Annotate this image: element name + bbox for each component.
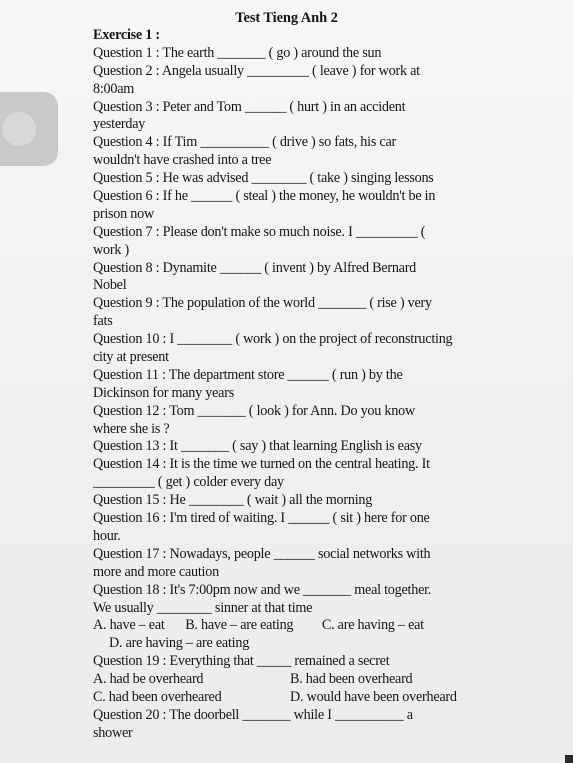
q20-continuation: shower	[93, 724, 133, 741]
question-line: Dickinson for many years	[93, 384, 234, 401]
question-line: Question 2 : Angela usually _________ ( leave ) for work at	[93, 62, 420, 79]
question-line: Question 14 : It is the time we turned on the central heating. It	[93, 456, 430, 473]
document-title: Test Tieng Anh 2	[235, 10, 338, 26]
question-line: fats	[93, 313, 113, 330]
question-line: Question 9 : The population of the world _______ ( rise ) very	[93, 295, 432, 312]
question-line: Question 11 : The department store ______ ( run ) by the	[93, 366, 403, 383]
question-line: Question 5 : He was advised ________ ( take ) singing lessons	[93, 170, 434, 187]
q19-option-a: A. had be overheard	[93, 671, 204, 688]
exercise-heading: Exercise 1 :	[93, 27, 160, 43]
q19-options-row-1	[93, 671, 497, 689]
question-line: more and more caution	[93, 563, 219, 580]
question-line: yesterday	[93, 116, 146, 133]
exercise-content	[93, 27, 497, 743]
question-line: _________ ( get ) colder every day	[93, 474, 284, 491]
q19-options-row-2	[93, 689, 497, 707]
question-line: Question 12 : Tom _______ ( look ) for Ann. Do you know	[93, 402, 415, 419]
question-line: Question 17 : Nowadays, people ______ social networks with	[93, 545, 431, 562]
question-line: Question 6 : If he ______ ( steal ) the money, he wouldn't be in	[93, 188, 436, 205]
question-line: prison now	[93, 205, 154, 222]
question-line: We usually ________ sinner at that time	[93, 599, 313, 616]
q19-option-c: C. had been overheared	[93, 688, 222, 705]
question-line: Question 13 : It _______ ( say ) that learning English is easy	[93, 438, 422, 455]
q19-stem: Question 19 : Everything that _____ remained a secret	[93, 653, 390, 670]
question-line: Question 15 : He ________ ( wait ) all the morning	[93, 492, 373, 509]
side-handle-knob-icon	[2, 112, 36, 146]
q18-options-row	[93, 617, 497, 635]
question-line: Question 3 : Peter and Tom ______ ( hurt ) in an accident	[93, 98, 406, 115]
page-corner-mark	[565, 755, 573, 763]
q18-option-c: C. are having – eat	[321, 617, 424, 634]
question-line: Question 18 : It's 7:00pm now and we _______ meal together.	[93, 581, 432, 598]
question-line: hour.	[93, 527, 121, 544]
q19-option-d: D. would have been overheard	[290, 688, 457, 705]
question-line: where she is ?	[93, 420, 170, 437]
question-line: Question 7 : Please don't make so much noise. I _________ (	[93, 223, 426, 240]
question-line: city at present	[93, 349, 169, 366]
question-line: work )	[93, 241, 129, 258]
q18-option-d: D. are having – are eating	[109, 635, 250, 652]
q19-option-b: B. had been overheard	[290, 671, 413, 688]
question-line: Question 1 : The earth _______ ( go ) around the sun	[93, 44, 382, 61]
question-line: Question 8 : Dynamite ______ ( invent ) by Alfred Bernard	[93, 259, 417, 276]
question-line: 8:00am	[93, 80, 135, 97]
question-line: Nobel	[93, 277, 127, 294]
question-line: wouldn't have crashed into a tree	[93, 152, 272, 169]
q18-option-a: A. have – eat	[93, 617, 165, 634]
question-line: Question 16 : I'm tired of waiting. I ______ ( sit ) here for one	[93, 510, 430, 527]
q18-option-b: B. have – are eating	[185, 617, 294, 634]
question-line: Question 10 : I ________ ( work ) on the project of reconstructing	[93, 331, 453, 348]
q20-stem: Question 20 : The doorbell _______ while I __________ a	[93, 706, 413, 723]
question-line: Question 4 : If Tim __________ ( drive ) so fats, his car	[93, 134, 396, 151]
